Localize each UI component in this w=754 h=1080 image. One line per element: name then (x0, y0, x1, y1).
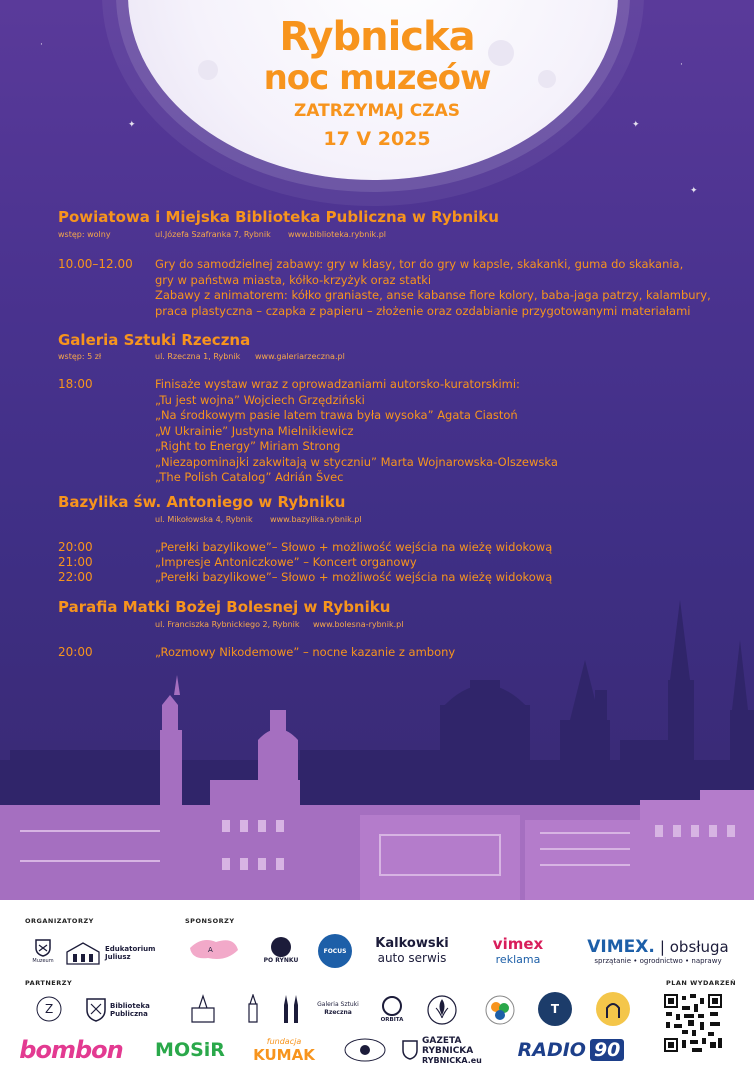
event-description (155, 377, 558, 486)
venue-title: Powiatowa i Miejska Biblioteka Publiczna w Rybniku (58, 208, 499, 226)
circle-text-icon (29, 994, 69, 1026)
svg-text:A: A (208, 946, 213, 954)
event-time: 21:00 (58, 555, 93, 569)
colorful-circle-logo[interactable] (482, 992, 518, 1028)
sponsors-footer (0, 900, 754, 1080)
event-description: „Perełki bazylikowe”– Słowo + możliwość wejścia na wieżę widokową (155, 570, 553, 584)
fundacja-logo[interactable] (25, 992, 73, 1028)
event-line: „The Polish Catalog” Adrián Švec (155, 470, 344, 484)
biblioteka-logo[interactable]: Biblioteka Publiczna (86, 992, 172, 1028)
venue-address: ul. Rzeczna 1, Rybnik (155, 352, 241, 361)
po-rynku-logo[interactable]: PO RYNKU (262, 934, 300, 968)
event-line: „Right to Energy” Miriam Strong (155, 439, 341, 453)
star-icon: · (40, 40, 43, 50)
title-line-2: noc muzeów (263, 58, 491, 98)
mosir-logo[interactable]: MOSiR (155, 1039, 225, 1061)
t-letter-icon: T (550, 1002, 560, 1016)
orbit-icon (382, 996, 402, 1016)
venue-website[interactable]: www.bolesna-rybnik.pl (313, 620, 404, 629)
venue-website[interactable]: www.biblioteka.rybnik.pl (288, 230, 387, 239)
event-description: „Impresje Antoniczkowe” – Koncert organowy (155, 555, 417, 569)
event-line: gry w państwa miasta, kółko-krzyżyk oraz statki (155, 272, 432, 287)
church-outline-logo[interactable] (186, 992, 220, 1026)
qr-code-icon[interactable] (662, 992, 724, 1054)
winged-emblem-icon (343, 1036, 387, 1064)
fleur-de-lis-icon (426, 994, 458, 1026)
event-description (155, 257, 711, 319)
vimex-obsluga-logo[interactable]: VIMEX. | obsługa sprzątanie • ogrodnictwo • naprawy (587, 937, 729, 965)
zenit-logo[interactable] (185, 932, 243, 966)
svg-text:Z: Z (45, 1002, 54, 1016)
event-time: 22:00 (58, 570, 93, 584)
spires-icon (278, 993, 304, 1025)
shield-icon (86, 998, 106, 1022)
venue-entry: wstęp: wolny (58, 230, 111, 239)
museum-logo[interactable]: Muzeum (25, 935, 61, 969)
church-icon (188, 994, 218, 1024)
event-description: „Rozmowy Nikodemowe” – nocne kazanie z ambony (155, 645, 456, 659)
scouts-logo[interactable] (424, 992, 460, 1028)
event-description: „Perełki bazylikowe”– Słowo + możliwość wejścia na wieżę widokową (155, 540, 553, 554)
radio-90-logo[interactable]: RADIO 90 (506, 1034, 636, 1066)
event-time: 10.00–12.00 (58, 257, 133, 271)
star-icon: ✦ (690, 186, 698, 196)
tower-logo[interactable] (238, 992, 268, 1026)
building-icon (65, 940, 101, 966)
event-line: praca plastyczna – czapka z papieru – złożenie oraz ozdabianie przygotowanymi materiałami (155, 303, 691, 318)
partners-label: PARTNERZY (25, 979, 73, 987)
focus-logo[interactable]: FOCUS (318, 934, 352, 968)
orbita-logo[interactable]: ORBITA (372, 992, 412, 1028)
emblem-logo[interactable] (340, 1034, 390, 1066)
event-line: „W Ukrainie” Justyna Mielnikiewicz (155, 423, 354, 438)
venue-title: Galeria Sztuki Rzeczna (58, 331, 251, 349)
event-time: 20:00 (58, 645, 93, 659)
venue-address: ul. Mikołowska 4, Rybnik (155, 515, 253, 524)
arch-logo[interactable] (596, 992, 630, 1026)
event-time: 18:00 (58, 377, 93, 391)
plan-label: PLAN WYDARZEŃ (666, 979, 737, 987)
event-line: „Niezapominajki zakwitają w styczniu” Marta Wojnarowska-Olszewska (155, 454, 558, 469)
star-icon: ✦ (632, 120, 640, 130)
venue-website[interactable]: www.galeriarzeczna.pl (255, 352, 345, 361)
event-time: 20:00 (58, 540, 93, 554)
shield-icon (402, 1040, 418, 1060)
event-line: „Na środkowym pasie latem trawa była wysoka” Agata Ciastoń (155, 408, 518, 422)
event-line: Gry do samodzielnej zabawy: gry w klasy, tor do gry w kapsle, skakanki, guma do skakania, (155, 257, 684, 271)
tower-icon (241, 994, 265, 1024)
kalkowski-logo[interactable]: Kalkowski auto serwis (375, 935, 449, 965)
brush-logo-icon (186, 934, 242, 964)
star-icon: · (680, 60, 683, 70)
venue-title: Parafia Matki Bożej Bolesnej w Rybniku (58, 598, 391, 616)
bombon-logo[interactable]: bombon (19, 1036, 123, 1064)
galeria-logo[interactable]: Galeria Sztuki Rzeczna (317, 1001, 359, 1016)
gazeta-rybnicka-logo[interactable]: GAZETA RYBNICKA RYBNICKA.eu (402, 1032, 496, 1068)
city-skyline (0, 600, 754, 900)
organizers-label: ORGANIZATORZY (25, 917, 94, 925)
event-line: Finisaże wystaw wraz z oprowadzaniami autorsko-kuratorskimi: (155, 377, 520, 391)
colorful-badge-icon (484, 994, 516, 1026)
star-icon: ✦ (128, 120, 136, 130)
venue-entry: wstęp: 5 zł (58, 352, 102, 361)
basilica-logo[interactable] (276, 992, 306, 1026)
ktu-logo[interactable] (538, 992, 572, 1026)
kumak-logo[interactable]: fundacja KUMAK (253, 1036, 315, 1064)
event-line: Zabawy z animatorem: kółko graniaste, anse kabanse flore kolory, baba-jaga patrzy, kalambury, (155, 288, 711, 302)
shield-icon (35, 939, 51, 957)
venue-address: ul. Franciszka Rybnickiego 2, Rybnik (155, 620, 300, 629)
event-date: 17 V 2025 (323, 128, 431, 150)
venue-address: ul.Józefa Szafranka 7, Rybnik (155, 230, 271, 239)
circle-icon (271, 937, 291, 957)
event-line: „Tu jest wojna” Wojciech Grzędziński (155, 392, 365, 407)
vimex-reklama-logo[interactable]: vimex reklama (492, 934, 544, 966)
venue-website[interactable]: www.bazylika.rybnik.pl (270, 515, 362, 524)
subtitle: ZATRZYMAJ CZAS (293, 101, 460, 121)
arch-icon (602, 998, 624, 1020)
venue-title: Bazylika św. Antoniego w Rybniku (58, 493, 346, 511)
edukatorium-logo[interactable]: Edukatorium Juliusz (65, 938, 173, 968)
sponsors-label: SPONSORZY (185, 917, 235, 925)
title-line-1: Rybnicka (279, 14, 475, 60)
